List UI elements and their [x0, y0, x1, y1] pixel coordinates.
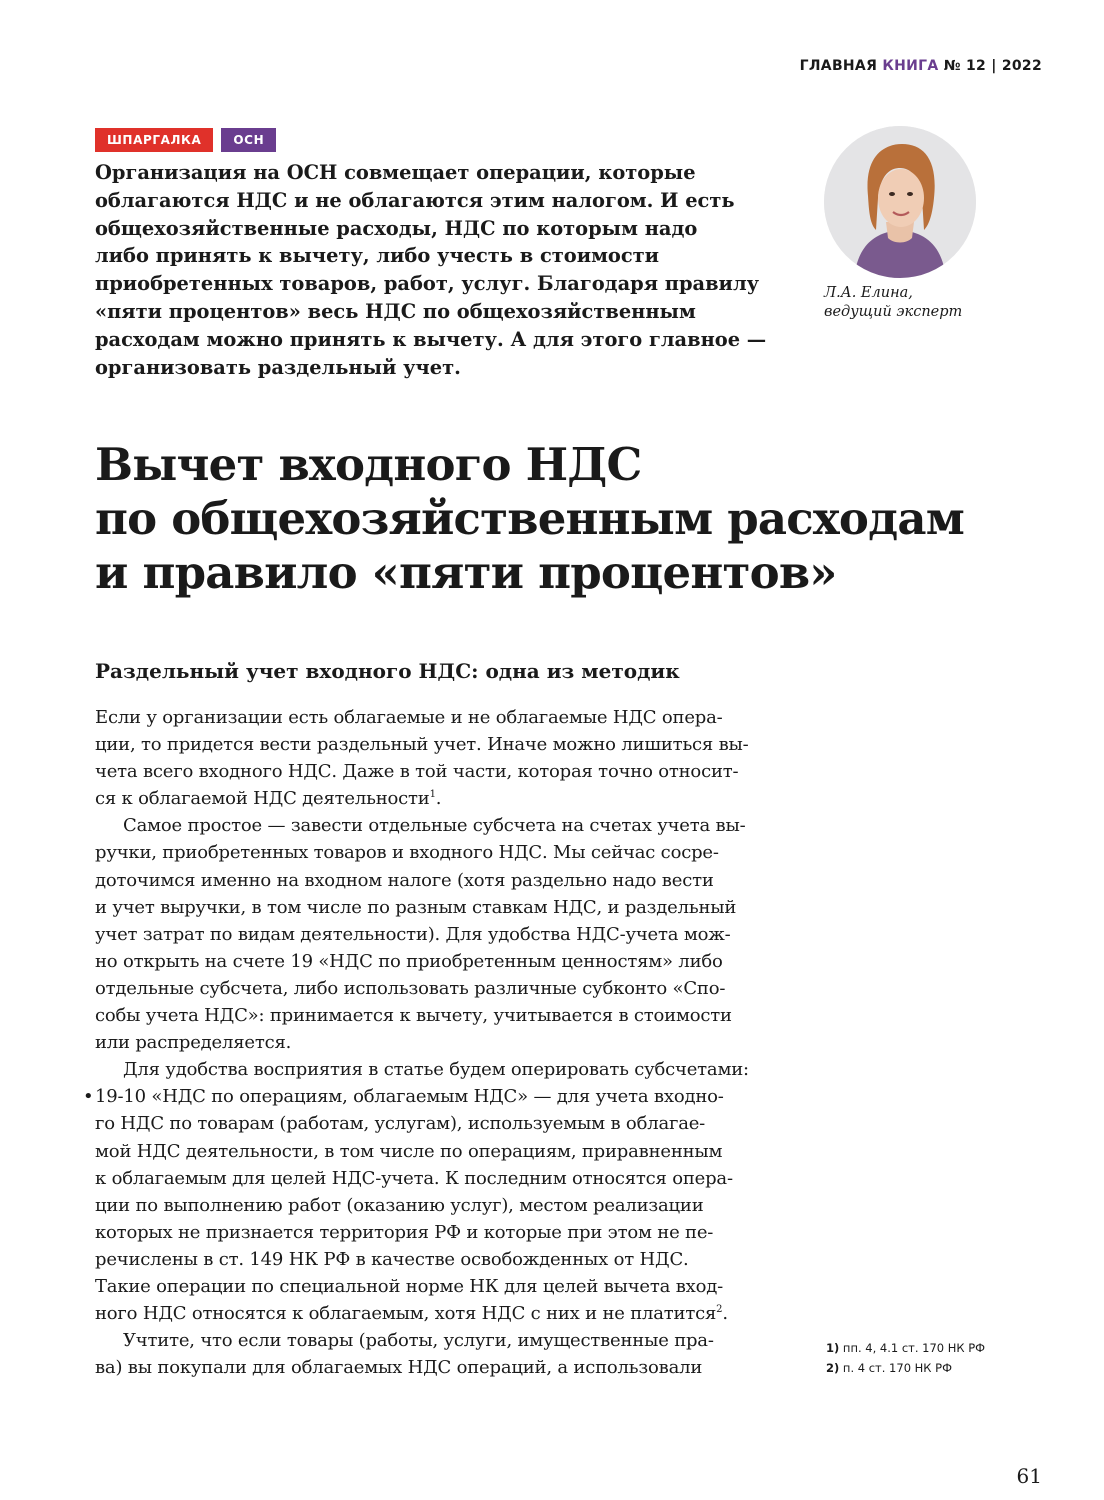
body-line-text: ного НДС относятся к облагаемым, хотя НДС с них и не платится: [95, 1303, 717, 1325]
author-name: Л.А. Елина,: [824, 285, 913, 301]
body-line: го НДС по товарам (работам, услугам), используемым в облагае-: [95, 1113, 706, 1135]
tag-cheatsheet: ШПАРГАЛКА: [95, 128, 213, 152]
body-line: учет затрат по видам деятельности). Для удобства НДС-учета мож-: [95, 923, 731, 945]
body-line: Учтите, что если товары (работы, услуги, имущественные пра-: [123, 1330, 714, 1352]
lead-line: либо принять к вычету, либо учесть в стоимости: [95, 244, 660, 268]
lead-line: облагаются НДС и не облагаются этим налогом. И есть: [95, 188, 735, 212]
body-line-text: ся к облагаемой НДС деятельности: [95, 788, 430, 810]
lead-line: Организация на ОСН совмещает операции, которые: [95, 161, 696, 184]
title-line: и правило «пяти процентов»: [95, 546, 837, 599]
bullet-icon: •: [83, 1086, 94, 1108]
lead-line: организовать раздельный учет.: [95, 355, 461, 379]
footnote-number: 2): [826, 1361, 840, 1375]
body-line: Такие операции по специальной норме НК для целей вычета вход-: [95, 1275, 723, 1297]
body-line: ва) вы покупали для облагаемых НДС операций, а использовали: [95, 1357, 703, 1379]
body-line: [95, 785, 775, 812]
footnote-1: [826, 1338, 985, 1358]
bullet-line: [83, 1083, 775, 1110]
body-line: и учет выручки, в том числе по разным ставкам НДС, и раздельный: [95, 896, 737, 918]
body-line: ции по выполнению работ (оказанию услуг), местом реализации: [95, 1194, 704, 1216]
page-number: 61: [1016, 1464, 1042, 1488]
body-line: Самое простое — завести отдельные субсчета на счетах учета вы-: [123, 815, 746, 837]
footnotes: [826, 1338, 985, 1378]
rubric-tags: [95, 128, 276, 152]
issue-number: № 12 | 2022: [943, 58, 1042, 74]
footnote-number: 1): [826, 1341, 840, 1355]
body-line: но открыть на счете 19 «НДС по приобретенным ценностям» либо: [95, 950, 723, 972]
magazine-header: [800, 58, 1042, 74]
punctuation: .: [722, 1303, 728, 1325]
title-line: по общехозяйственным расходам: [95, 492, 964, 545]
body-line: которых не признается территория РФ и которые при этом не пе-: [95, 1221, 714, 1243]
body-line: к облагаемым для целей НДС-учета. К последним относятся опера-: [95, 1167, 733, 1189]
bullet-text: 19-10 «НДС по операциям, облагаемым НДС» — для учета входно-: [95, 1086, 724, 1108]
section-heading: Раздельный учет входного НДС: одна из методик: [95, 659, 680, 683]
punctuation: .: [435, 788, 442, 810]
body-line: Для удобства восприятия в статье будем оперировать субсчетами:: [123, 1059, 749, 1081]
body-line: речислены в ст. 149 НК РФ в качестве освобожденных от НДС.: [95, 1248, 689, 1270]
lead-line: «пяти процентов» весь НДС по общехозяйственным: [95, 299, 696, 323]
body-line: Если у организации есть облагаемые и не облагаемые НДС опера-: [95, 707, 723, 728]
body-line: собы учета НДС»: принимается к вычету, учитывается в стоимости: [95, 1005, 732, 1027]
body-line: отдельные субсчета, либо использовать различные субконто «Спо-: [95, 977, 726, 999]
brand-part1: ГЛАВНАЯ: [799, 58, 878, 74]
lead-line: расходам можно принять к вычету. А для этого главное —: [95, 327, 767, 351]
body-line: ручки, приобретенных товаров и входного НДС. Мы сейчас сосре-: [95, 842, 719, 864]
lead-paragraph: [95, 159, 785, 381]
author-role: ведущий эксперт: [824, 304, 963, 320]
body-line: [95, 1300, 775, 1327]
author-caption: [824, 284, 962, 322]
footnote-ref-2: 2: [716, 1304, 723, 1316]
footnote-2: [826, 1358, 985, 1378]
footnote-text: пп. 4, 4.1 ст. 170 НК РФ: [842, 1341, 986, 1355]
article-title: [95, 438, 964, 600]
article-body: [83, 704, 775, 1381]
brand-part2: КНИГА: [882, 58, 939, 74]
footnote-text: п. 4 ст. 170 НК РФ: [842, 1361, 952, 1375]
footnote-ref-1: 1: [429, 789, 436, 801]
body-line: доточимся именно на входном налоге (хотя раздельно надо вести: [95, 869, 714, 891]
body-line: мой НДС деятельности, в том числе по операциям, приравненным: [95, 1140, 723, 1162]
lead-line: общехозяйственные расходы, НДС по которым надо: [95, 216, 698, 240]
tag-osn: ОСН: [221, 128, 276, 152]
body-line: или распределяется.: [95, 1032, 292, 1054]
author-photo: [824, 126, 976, 278]
title-line: Вычет входного НДС: [95, 438, 642, 491]
body-line: чета всего входного НДС. Даже в той части, которая точно относит-: [95, 761, 739, 783]
author-portrait-icon: [824, 126, 976, 278]
body-line: ции, то придется вести раздельный учет. Иначе можно лишиться вы-: [95, 734, 749, 756]
lead-line: приобретенных товаров, работ, услуг. Благодаря правилу: [95, 272, 760, 296]
